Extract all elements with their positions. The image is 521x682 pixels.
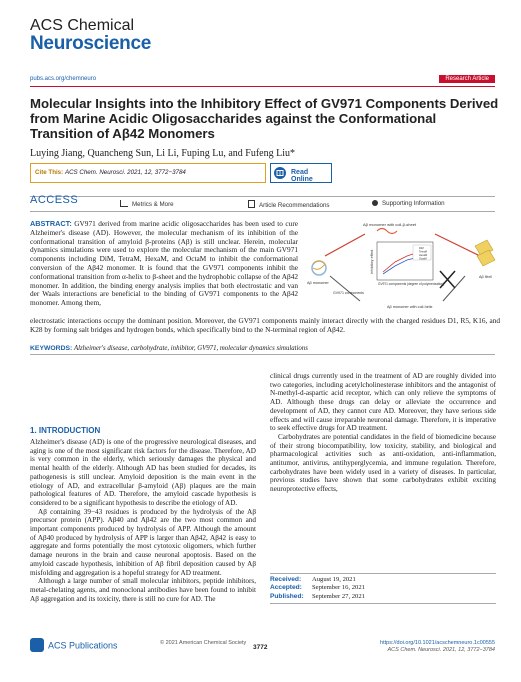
abstract-label: ABSTRACT: [30,219,72,228]
received-row [270,576,496,584]
journal-logo [30,18,151,54]
abstract-text [30,220,298,308]
recommendations-link[interactable] [248,200,330,209]
toc-graphic [305,216,500,312]
acs-logo-icon [30,638,44,652]
cite-this-box[interactable] [30,163,266,183]
metrics-icon [120,200,128,207]
read-online-icon [274,167,286,179]
toc-gv971-label: GV971 components [333,291,364,295]
accepted-date: September 16, 2021 [312,584,365,592]
published-label: Published: [270,592,304,600]
intro-left-column [30,438,256,603]
metrics-link[interactable] [120,200,174,208]
received-label: Received: [270,576,302,583]
toc-legend-2: HexaM [419,254,428,257]
keywords-label: KEYWORDS: [30,345,73,352]
toc-top-label: Aβ monomer with coil-β-sheet [363,222,417,227]
supporting-info-icon [372,200,378,206]
cite-text: ACS Chem. Neurosci. 2021, 12, 3772−3784 [64,169,186,176]
toc-x-label: GV971 components (degree of polymerization) [378,282,445,286]
doi-link[interactable]: https://doi.org/10.1021/acschemneuro.1c00555 [380,640,495,646]
metrics-label: Metrics & More [132,201,174,208]
published-date: September 27, 2021 [312,592,365,600]
toc-right-label: Aβ fibril [479,275,492,279]
abstract-continued: electrostatic interactions occupy the dominant position. Moreover, the GV971 components mainly interact directly with the charged residues D1, R5, K16, and K28 by forming salt bridges and hydrogen bonds, which specifically bind to the N-terminal region of Aβ42. [30,316,500,334]
abstract-part1: GV971 derived from marine acidic oligosaccharides has been used to cure Alzheimer's disease (AD). However, the molecular mechanism of its inhibition of the conformational transition of amyloid β-proteins (Aβ) is still unclear. Herein, molecular dynamics simulations were used to explore the molecular mechanism of the main GV971 components including DiM, TetraM, HexaM, and OctaM to inhibit the conformational conversion of the Aβ42 monomer. It is found that the GV971 components inhibit the conformational transition from α-helix to β-sheet and the hydrophobic collapse of the Aβ42 monomer. In addition, the binding energy analysis implies that both electrostatic and van der Waals interactions are beneficial to the binding of GV971 components to the Aβ42 monomer. Among them, [30,219,298,308]
read-online-button[interactable] [270,163,332,183]
journal-name-line2: Neuroscience [30,33,152,54]
read-online-label: Read Online [291,169,313,183]
supporting-info-link[interactable] [372,200,445,207]
copyright: © 2021 American Chemical Society [160,640,247,646]
published-row [270,593,496,601]
supporting-info-label: Supporting Information [382,200,445,207]
publisher-name: ACS Publications [48,640,118,651]
intro-paragraph: clinical drugs currently used in the treatment of AD are roughly divided into two categories, including acetylcholinesterase inhibitors and the antagonist of N-methyl-d-aspartic acid receptor, which can only relieve the symptoms of AD. Although these drugs can delay or alleviate the occurrence and development of AD, they cannot cure AD. Moreover, they have serious side effects and will cause irreparable neuronal damage. Therefore, it is imperative to seek effective drugs for AD treatment. [270,372,496,433]
journal-reference: ACS Chem. Neurosci. 2021, 12, 3772−3784 [387,647,495,653]
toc-left-label: Aβ monomer [307,281,329,285]
toc-legend-1: TetraM [419,250,427,254]
author-list[interactable]: Luying Jiang, Quancheng Sun, Li Li, Fuping Lu, and Fufeng Liu* [30,148,295,159]
toc-bottom-label: Aβ monomer with coil-helix [387,305,433,309]
accepted-label: Accepted: [270,584,302,592]
intro-paragraph: Carbohydrates are potential candidates in the field of biomedicine because of their strong biocompatibility, low toxicity, stability, and biological and pharmacological activities such as anti-oxidation, anti-inflammation, antitumor, antivirus, antihyperglycemia, and immune regulation. Therefore, carbohydrates have been widely used in a variety of diseases. In particular, previous studies have shown that some carbohydrates exhibit exciting neuroprotective effects, [270,432,496,494]
dates-box [270,573,496,604]
introduction-heading: 1. INTRODUCTION [30,426,101,435]
keywords-text: Alzheimer's disease, carbohydrate, inhibitor, GV971, molecular dynamics simulations [74,345,308,352]
intro-paragraph: Although a large number of small molecular inhibitors, peptide inhibitors, metal-chelating agents, and monoclonal antibodies have been found to inhibit Aβ aggregation and its toxicity, there is still no cure for AD. The [30,577,256,603]
article-title: Molecular Insights into the Inhibitory Effect of GV971 Components Derived from Marine Acidic Oligosaccharides against the Conformational Transition of Aβ42 Monomers [30,96,499,141]
header-divider [30,86,495,87]
toc-legend-3: OctaM [419,257,427,261]
article-type-badge: Research Article [439,75,495,83]
abstract-divider [30,354,495,355]
received-date: August 19, 2021 [312,576,356,583]
document-icon [248,200,255,208]
intro-right-column [270,372,496,494]
toc-legend-0: DiM [419,247,424,250]
cite-label: Cite This: [35,169,64,176]
access-title: ACCESS [30,194,79,206]
page-number: 3772 [253,644,268,651]
keywords [30,345,500,352]
journal-name-line1: ACS Chemical [30,17,135,34]
publisher-logo [30,636,118,654]
recommendations-label: Article Recommendations [259,202,330,209]
journal-url-link[interactable]: pubs.acs.org/chemneuro [30,76,97,82]
toc-y-label: Inhibitory effect [370,249,374,274]
intro-paragraph: Aβ containing 39−43 residues is produced by the hydrolysis of the Aβ precursor protein (APP). Aβ40 and Aβ42 are the two most common and important components produced by hydrolysis of APP. Although the amount of Aβ40 produced by hydrolysis of APP is larger than Aβ42, Aβ42 is easy to aggregate and forms potentially the most cytotoxic oligomers, which further damage neurons in the brain and cause neuronal apoptosis. Based on the amyloid cascade hypothesis, inhibition of Aβ fibril deposition caused by Aβ misfolding and aggregation is a hopeful strategy for AD treatment. [30,507,256,577]
accepted-row [270,584,496,592]
intro-paragraph: Alzheimer's disease (AD) is one of the progressive neurological diseases, and aging is one of the most significant risk factors for the disease. Therefore, AD is very common in the elderly, which seriously damages the physical and mental health of the elderly. Although AD has been studied for decades, its pathogenesis is still unclear. Amyloid deposition is the main event in the etiology of AD, and extracellular β-amyloid (Aβ) plaques are the main pathological features of AD. Therefore, the amyloid cascade hypothesis is considered to be a significant hypothesis to describe the etiology of AD. [30,438,256,507]
